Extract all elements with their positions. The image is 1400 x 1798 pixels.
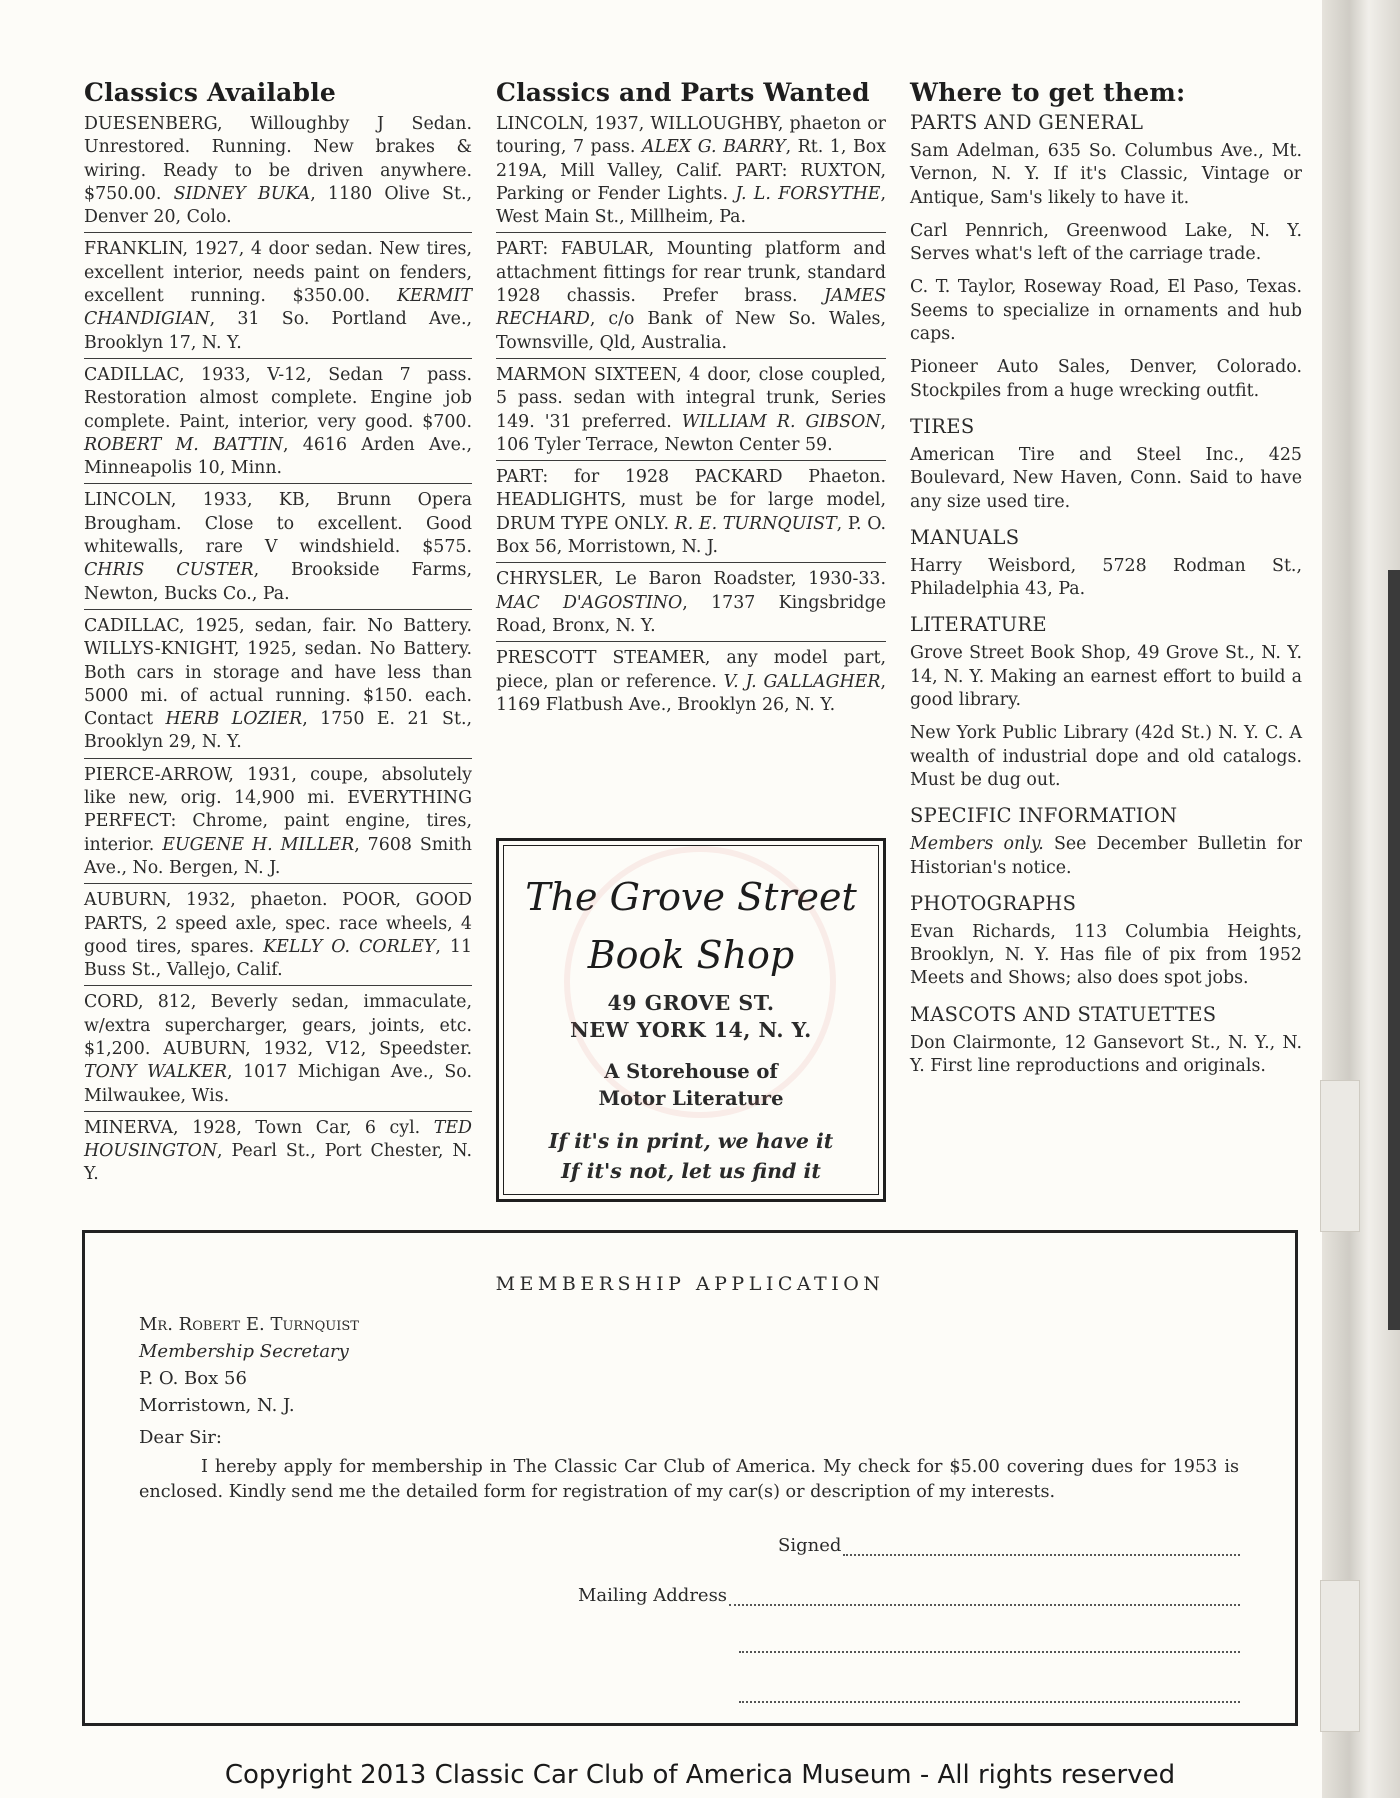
source-entry: C. T. Taylor, Roseway Road, El Paso, Texas. Seems to specialize in ornaments and hub caps. [910,277,1302,345]
source-entry: Don Clairmonte, 12 Gansevort St., N. Y., N. Y. First line reproductions and originals. [910,1032,1302,1077]
form-title: MEMBERSHIP APPLICATION [495,1273,885,1295]
membership-application-form [82,1230,1298,1726]
book-ad-slogan-2: If it's not, let us find it [561,1159,821,1183]
source-entry: Carl Pennrich, Greenwood Lake, N. Y. Serves what's left of the carriage trade. [910,220,1302,265]
source-entry: Harry Weisbord, 5728 Rodman St., Philadelphia 43, Pa. [910,555,1302,600]
source-entry [910,833,1302,880]
mailing-address-line[interactable] [739,1635,1240,1653]
page-edge-tab [1320,1580,1360,1732]
source-category: TIRES [910,414,975,438]
ad-contact-name: J. L. FORSYTHE [735,183,881,204]
members-only-note: Members only. [910,834,1044,855]
classified-ad [84,762,472,884]
ad-text: CHRYSLER, Le Baron Roadster, 1930-33. [496,569,886,590]
ad-address: , 4616 Arden Ave., Minneapolis 10, Minn. [84,434,472,479]
ad-address: , Pearl St., Port Chester, N. Y. [84,1141,472,1185]
ad-contact-name: WILLIAM R. GIBSON [681,411,881,432]
mailing-address-line-2[interactable] [737,1635,1240,1653]
classified-ad [496,645,886,720]
ad-text: LINCOLN, 1937, WILLOUGHBY, phaeton or touring, 7 pass. [496,114,886,158]
signed-line[interactable] [843,1538,1240,1556]
book-ad-slogan-1: If it's in print, we have it [548,1129,834,1153]
ad-text: AUBURN, 1932, phaeton. POOR, GOOD PARTS, 2 speed axle, spec. race wheels, 4 good tires, spares. [84,890,472,957]
classified-ad [84,111,472,233]
ad-text: MINERVA, 1928, Town Car, 6 cyl. [84,1117,434,1138]
ad-contact-name: ALEX G. BARRY [642,137,786,158]
ad-contact-name: JAMES RECHARD [496,286,886,330]
classified-ad [496,464,886,563]
ad-address: , 1737 Kingsbridge Road, Bronx, N. Y. [496,592,886,636]
source-category: LITERATURE [910,613,1047,637]
ad-address: , 31 So. Portland Ave., Brooklyn 17, N. Y. [84,309,472,353]
ad-address: , West Main St., Millheim, Pa. [496,183,886,228]
ad-text: DUESENBERG, Willoughby J Sedan. Unrestored. Running. New brakes & wiring. Ready to be driven anywhere. $750.00. [84,114,472,204]
classics-available-list [84,111,472,1190]
classics-wanted-column [496,78,886,723]
ad-address: , 1750 E. 21 St., Brooklyn 29, N. Y. [84,709,473,753]
mailing-address-line[interactable] [729,1588,1240,1606]
mailing-address-label: Mailing Address [578,1585,728,1606]
signed-field[interactable] [778,1535,1240,1556]
book-ad-title-line1: The Grove Street [525,875,857,919]
ad-contact-name: R. E. TURNQUIST [674,513,837,534]
ad-contact-name: TED HOUSINGTON [84,1117,472,1162]
recipient-role: Membership Secretary [139,1341,349,1362]
classics-wanted-list [496,111,886,720]
book-ad-city: NEW YORK 14, N. Y. [570,1018,812,1042]
ad-text: MARMON SIXTEEN, 4 door, close coupled, 5 pass. sedan with integral trunk, Series 149. '31 preferred. [496,364,886,432]
ad-address: , 11 Buss St., Vallejo, Calif. [84,936,473,981]
where-to-get-them-column [910,78,1302,1088]
ad-contact-name: V. J. GALLAGHER [723,671,881,692]
classics-available-column [84,78,472,1193]
classified-ad [84,989,472,1111]
source-entry: New York Public Library (42d St.) N. Y. C. A wealth of industrial dope and old catalogs. Must be dug out. [910,723,1302,790]
ad-contact-name: SIDNEY BUKA [173,183,311,204]
mailing-address-line[interactable] [739,1685,1240,1703]
classified-ad [84,613,472,759]
classified-ad [84,487,472,609]
ad-text: CADILLAC, 1925, sedan, fair. No Battery. WILLYS-KNIGHT, 1925, sedan. No Battery. Both cars in storage and have less than 5000 mi. of actual running. $150. each. Contact [84,615,472,730]
page-edge-shadow [1388,570,1400,1330]
ad-text: CORD, 812, Beverly sedan, immaculate, w/extra supercharger, gears, joints, etc. $1,200. AUBURN, 1932, V12, Speedster. [84,992,472,1059]
greeting: Dear Sir: [139,1427,222,1448]
classified-ad [496,362,886,461]
classified-ad [84,236,472,358]
classics-wanted-heading: Classics and Parts Wanted [496,78,870,107]
ad-text: PART: FABULAR, Mounting platform and attachment fittings for rear trunk, standard 1928 chassis. Prefer brass. [496,239,886,307]
classified-ad [84,887,472,986]
ad-contact-name: MAC D'AGOSTINO [496,592,683,613]
ad-address: , c/o Bank of New So. Wales, Townsville, Qld, Australia. [496,309,886,353]
classified-ad [496,236,886,358]
source-entry-text: See December Bulletin for Historian's notice. [910,834,1302,878]
ad-contact-name: CHRIS CUSTER [84,560,254,581]
ad-text: PRESCOTT STEAMER, any model part, piece, plan or reference. [496,648,886,692]
grove-street-book-shop-ad [496,838,886,1202]
signed-label: Signed [778,1535,842,1556]
ad-text: PART: for 1928 PACKARD Phaeton. HEADLIGHTS, must be for large model, DRUM TYPE ONLY. [496,467,886,534]
source-category: MASCOTS AND STATUETTES [910,1002,1217,1026]
ad-contact-name: EUGENE H. MILLER [162,834,355,855]
classified-ad [84,362,472,484]
source-category: PHOTOGRAPHS [910,891,1077,915]
source-entry: Sam Adelman, 635 So. Columbus Ave., Mt. Vernon, N. Y. If it's Classic, Vintage or Antique, Sam's likely to have it. [910,141,1302,208]
book-ad-tagline-2: Motor Literature [598,1087,784,1110]
source-category: PARTS AND GENERAL [910,111,1144,134]
page-edge-tab [1320,1080,1360,1232]
ad-address: , 1169 Flatbush Ave., Brooklyn 26, N. Y. [496,671,886,715]
ad-address: , 1017 Michigan Ave., So. Milwaukee, Wis. [84,1062,472,1106]
mailing-address-field[interactable] [578,1585,1240,1606]
book-ad-street: 49 GROVE ST. [607,991,775,1015]
ad-address: , 106 Tyler Terrace, Newton Center 59. [496,411,887,455]
source-category: SPECIFIC INFORMATION [910,804,1178,828]
where-to-get-them-heading: Where to get them: [910,78,1186,107]
ad-address: , 1180 Olive St., Denver 20, Colo. [84,183,472,228]
recipient-city: Morristown, N. J. [139,1395,295,1416]
book-ad-frame [503,845,879,1195]
book-ad-tagline-1: A Storehouse of [604,1060,778,1083]
mailing-address-line-3[interactable] [737,1685,1240,1703]
ad-contact-name: ROBERT M. BATTIN [84,434,283,455]
ad-address: , 7608 Smith Ave., No. Bergen, N. J. [84,834,472,878]
source-entry: Evan Richards, 113 Columbia Heights, Brooklyn, N. Y. Has file of pix from 1952 Meets and Shows; also does spot jobs. [910,921,1302,989]
ad-text: PIERCE-ARROW, 1931, coupe, absolutely like new, orig. 14,900 mi. EVERYTHING PERFECT: Chrome, paint engine, tires, interior. [84,764,472,855]
ad-contact-name: TONY WALKER [84,1062,227,1083]
classified-ad [496,566,886,642]
recipient-address [139,1311,359,1419]
ad-text: CADILLAC, 1933, V-12, Sedan 7 pass. Restoration almost complete. Engine job complete. Paint, interior, very good. $700. [84,364,472,432]
source-category: MANUALS [910,525,1020,549]
classified-ad [496,111,886,233]
ad-text: LINCOLN, 1933, KB, Brunn Opera Brougham. Close to excellent. Good whitewalls, rare V windshield. $575. [84,490,472,558]
source-entry: Grove Street Book Shop, 49 Grove St., N. Y. 14, N. Y. Making an earnest effort to build a good library. [910,643,1302,711]
sources-list [910,111,1302,1078]
classics-available-heading: Classics Available [84,78,337,107]
ad-contact-name: KERMIT CHANDIGIAN [84,286,472,330]
recipient-name: Mr. Robert E. Turnquist [139,1314,359,1335]
ad-contact-name: HERB LOZIER [165,709,303,730]
ad-contact-name: KELLY O. CORLEY [263,936,436,957]
classified-ad [84,1115,472,1190]
copyright-footer: Copyright 2013 Classic Car Club of America Museum - All rights reserved [224,1760,1176,1790]
book-ad-title-line2: Book Shop [587,933,795,977]
source-entry: Pioneer Auto Sales, Denver, Colorado. Stockpiles from a huge wrecking outfit. [910,357,1302,401]
ad-address: , Rt. 1, Box 219A, Mill Valley, Calif. PART: RUXTON, Parking or Fender Lights. [496,137,887,204]
ad-address: , Brookside Farms, Newton, Bucks Co., Pa. [84,560,472,604]
recipient-box: P. O. Box 56 [139,1368,247,1389]
ad-text: FRANKLIN, 1927, 4 door sedan. New tires, excellent interior, needs paint on fenders, excellent running. $350.00. [84,239,472,307]
ad-address: , P. O. Box 56, Morristown, N. J. [496,513,886,558]
application-text: I hereby apply for membership in The Classic Car Club of America. My check for $5.00 covering dues for 1953 is enclosed. Kindly send me the detailed form for registration of my car(s) or description of my interests. [139,1457,1239,1502]
source-entry: American Tire and Steel Inc., 425 Boulevard, New Haven, Conn. Said to have any size used tire. [910,444,1302,512]
